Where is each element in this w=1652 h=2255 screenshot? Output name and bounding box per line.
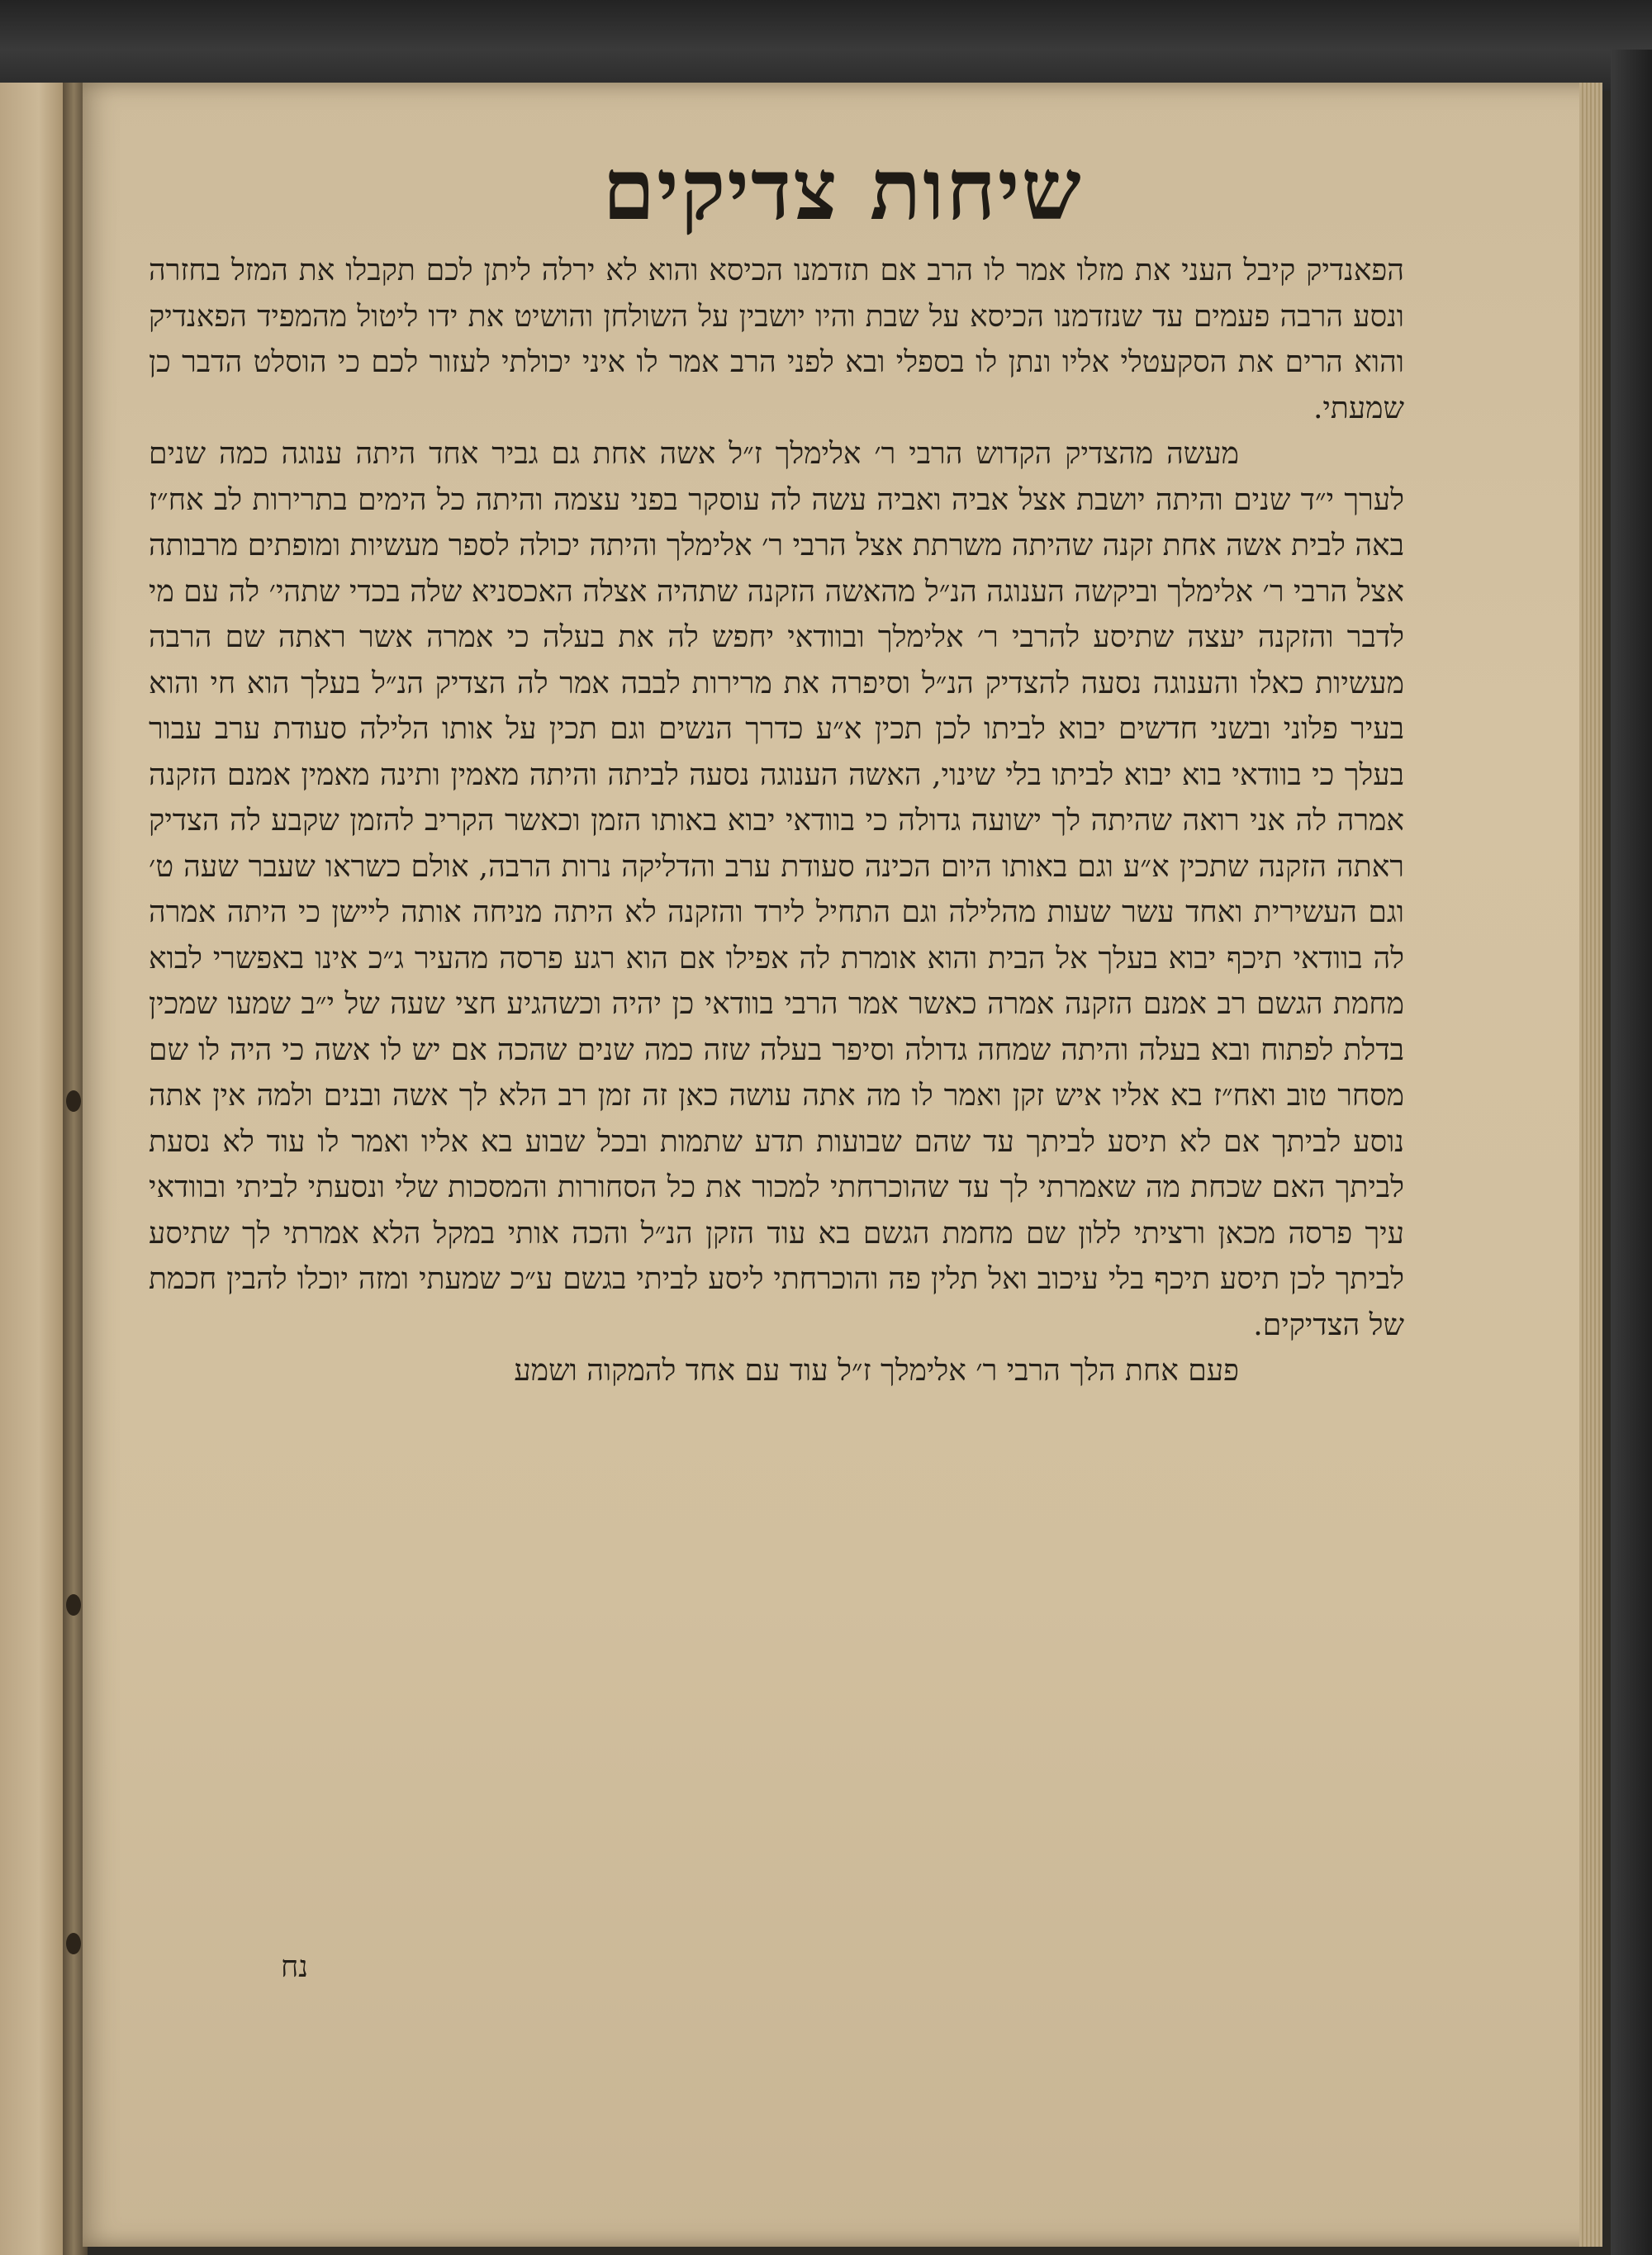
page-body [149, 248, 1404, 1394]
book-binding-right [1611, 50, 1652, 2255]
paragraph: מעשה מהצדיק הקדוש הרבי ר׳ אלימלך ז״ל אשה אחת גם גביר אחד היתה ענוגה כמה שנים לערך י״ד שנים והיתה יושבת אצל אביה ואביה עשה לה עוסקר בפני עצמה והיתה כל הימים בתרירות לב אח״ז באה לבית אשה אחת זקנה שהיתה משרתת אצל הרבי ר׳ אלימלך והיתה יכולה לספר מעשיות ומופתים מרבותה אצל הרבי ר׳ אלימלך וביקשה הענוגה הנ״ל מהאשה הזקנה שתהיה אצלה האכסניא שלה בכדי שתהי׳ לה עם מי לדבר והזקנה יעצה שתיסע להרבי ר׳ אלימלך ובוודאי יחפש לה את בעלה כי אמרה אשר ראתה שם הרבה מעשיות כאלו והענוגה נסעה להצדיק הנ״ל וסיפרה את מרירות לבבה אמר לה הצדיק הנ״ל בעלך הוא חי והוא בעיר פלוני ובשני חדשים יבוא לביתו לכן תכין א״ע כדרך הנשים וגם תכין על אותו הלילה סעודת ערב עבור בעלך כי בוודאי בוא יבוא לביתו בלי שינוי, האשה הענוגה נסעה לביתה והיתה מאמין ותינה מאמין אמנם הזקנה אמרה לה אני רואה שהיתה לך ישועה גדולה כי בוודאי יבוא באותו הזמן וכאשר הקריב להזמן שקבע לה הצדיק ראתה הזקנה שתכין א״ע וגם באותו היום הכינה סעודת ערב והדליקה נרות הרבה, אולם כשראו שעבר שעה ט׳ וגם העשירית ואחד עשר שעות מהלילה וגם התחיל לירד והזקנה לא היתה מניחה אותה ליישן כי היתה אמרה לה בוודאי תיכף יבוא בעלך אל הבית והוא אומרת לה אפילו אם הוא רגע פרסה מהעיר ג״כ אינו באפשרי לבוא מחמת הגשם רב אמנם הזקנה אמרה כאשר אמר הרבי בוודאי כן יהיה וכשהגיע חצי שעה של י״ב שמעו שמכין בדלת לפתוח ובא בעלה והיתה שמחה גדולה וסיפר בעלה שזה כמה שנים שהכה אם יש לו אשה כי היה לו שם מסחר טוב ואח״ז בא אליו איש זקן ואמר לו מה אתה עושה כאן זה זמן רב הלא לך אשה ובנים ולמה אין אתה נוסע לביתך אם לא תיסע לביתך עד שהם שבועות תדע שתמות ובכל שבוע בא אליו ואמר לו עוד לא נסעת לביתך האם שכחת מה שאמרתי לך עד שהוכרחתי למכור את כל הסחורות והמסכות שלי ונסעתי לביתי ובוודאי עיך פרסה מכאן ורציתי ללון שם מחמת הגשם בא עוד הזקן הנ״ל והכה אותי במקל הלא אמרתי לך שתיסע לביתך לכן תיסע תיכף בלי עיכוב ואל תלין פה והוכרחתי ליסע לביתי בגשם ע״כ שמעתי ומזה יוכלו להבין חכמת של הצדיקים. [149, 437, 1405, 1342]
paragraph: פעם אחת הלך הרבי ר׳ אלימלך ז״ל עוד עם אחד להמקוה ושמע [514, 1354, 1239, 1388]
binding-stitch [66, 1594, 81, 1616]
binding-stitch [66, 1933, 81, 1954]
binding-stitch [66, 1090, 81, 1112]
page-number: נח [281, 1950, 309, 1984]
book-page [83, 83, 1602, 2247]
paragraph: הפאנדיק קיבל העני את מזלו אמר לו הרב אם תזדמנו הכיסא והוא לא ירלה ליתן לכם תקבלו את המזל בחזרה ונסע הרבה פעמים עד שנזדמנו הכיסא על שבת והיו יושבין על השולחן והושיט את ידו ליטול מהמפיד הפאנדיק והוא הרים את הסקעטלי אליו ונתן לו בספלי ובא לפני הרב אמר לו איני יכולתי לעזור לכם כי הוסלט הדבר כן שמעתי. [149, 254, 1404, 425]
page-title: שיחות צדיקים [602, 140, 1083, 240]
facing-page-edge [0, 83, 64, 2255]
page-stack-edges [1579, 83, 1602, 2247]
book-binding-top [0, 0, 1652, 91]
